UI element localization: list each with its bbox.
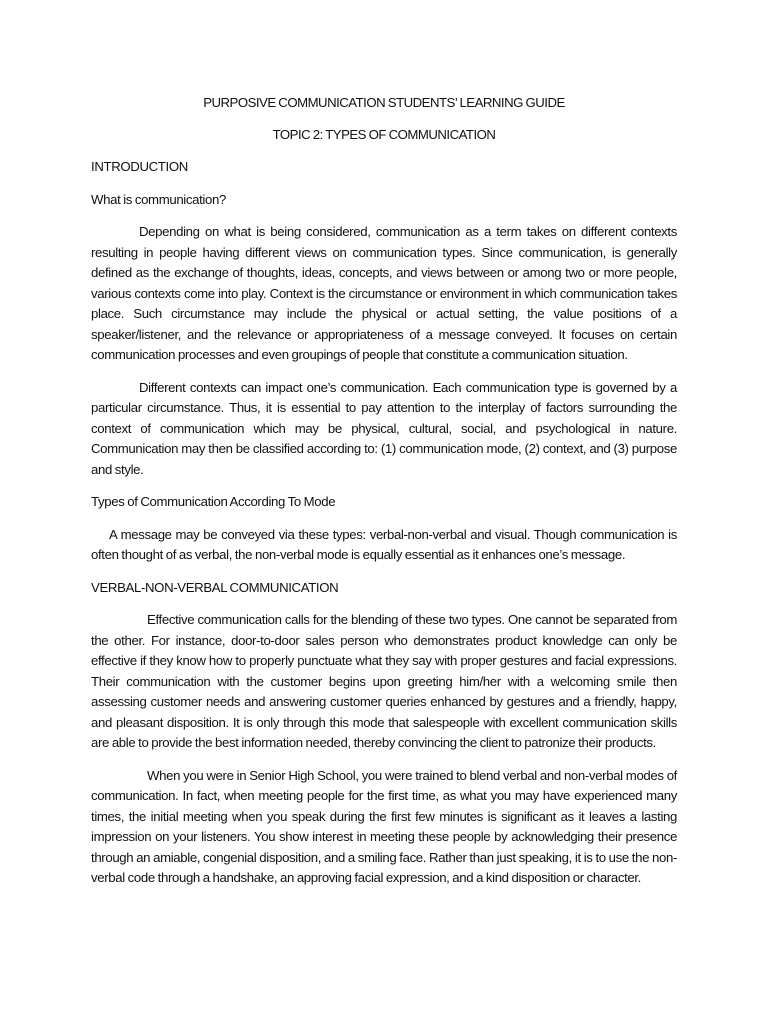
paragraph-definition: Depending on what is being considered, communication as a term takes on different contexts resulting in people having different views on communication types. Since communication, is generally defined as the exchange of thoughts, ideas, concepts, and views between or among two or more people, various contexts come into play. Context is the circumstance or environment in which communication takes place. Such circumstance may include the physical or actual setting, the value positions of a speaker/listener, and the relevance or appropriateness of a message conveyed. It focuses on certain communication processes and even groupings of people that constitute a communication situation. [91, 224, 677, 362]
heading-types-by-mode: Types of Communication According To Mode [91, 494, 336, 509]
heading-verbal-non-verbal: VERBAL-NON-VERBAL COMMUNICATION [91, 579, 339, 595]
paragraph-senior-high-school: When you were in Senior High School, you were trained to blend verbal and non-verbal modes of communication. In fact, when meeting people for the first time, as what you may have experienced many times, the initial meeting when you speak during the first few minutes is significant as it leaves a lasting impression on your listeners. You show interest in meeting these people by acknowledging their presence through an amiable, congenial disposition, and a smiling face. Rather than just speaking, it is to use the non-verbal code through a handshake, an approving facial expression, and a kind disposition or character. [91, 767, 677, 885]
paragraph-message-types: A message may be conveyed via these types: verbal-non-verbal and visual. Though communication is often thought of as verbal, the non-verbal mode is equally essential as it enhances one’s message. [91, 526, 677, 562]
heading-what-is-communication: What is communication? [91, 191, 226, 207]
introduction-label: INTRODUCTION [91, 159, 188, 174]
paragraph-effective-communication: Effective communication calls for the blending of these two types. One cannot be separated from the other. For instance, door-to-door sales person who demonstrates product knowledge can only be effective if they know how to properly punctuate what they say with proper gestures and facial expressions. Their communication with the customer begins upon greeting him/her with a welcoming smile then assessing customer needs and answering customer queries enhanced by gestures and a friendly, happy, and pleasant disposition. It is only through this mode that salespeople with excellent communication skills are able to provide the best information needed, thereby convincing the client to patronize their products. [91, 612, 677, 750]
paragraph-contexts: Different contexts can impact one’s communication. Each communication type is governed by a particular circumstance. Thus, it is essential to pay attention to the interplay of factors surrounding the context of communication which may be physical, cultural, social, and psychological in nature. Communication may then be classified according to: (1) communication mode, (2) context, and (3) purpose and style. [91, 379, 677, 477]
topic-title: TOPIC 2: TYPES OF COMMUNICATION [272, 127, 496, 142]
document-title: PURPOSIVE COMMUNICATION STUDENTS’ LEARNING GUIDE [203, 95, 565, 110]
document-body [91, 93, 677, 889]
